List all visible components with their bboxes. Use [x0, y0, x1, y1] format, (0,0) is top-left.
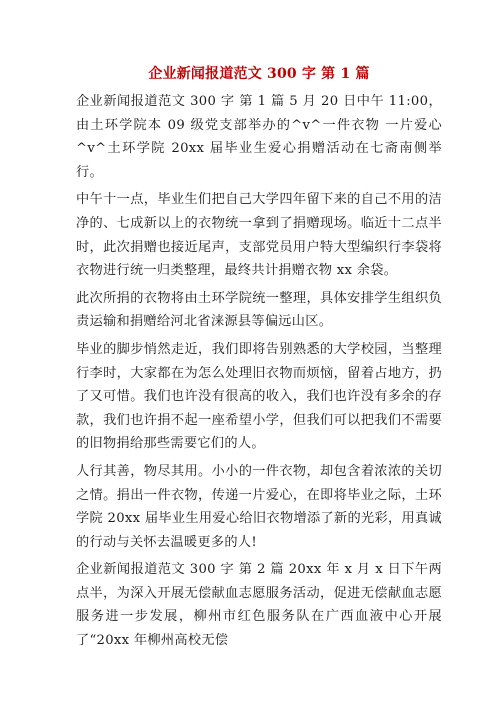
paragraph-5: 人行其善，物尽其用。小小的一件衣物，却包含着浓浓的关切之情。捐出一件衣物，传递一片爱心，在即将毕业之际，土环学院 20xx 届毕业生用爱心给旧衣物增添了新的光彩，用真诚的行动与关怀去温暖更多的人!: [76, 463, 442, 550]
paragraph-3: 此次所捐的衣物将由土环学院统一整理，具体安排学生组织负责运输和捐赠给河北省涞源县等偏远山区。: [76, 290, 442, 330]
document-title: 企业新闻报道范文 300 字 第 1 篇: [148, 66, 370, 82]
paragraph-1: 企业新闻报道范文 300 字 第 1 篇 5 月 20 日中午 11:00，由土环学院本 09 级党支部举办的^v^一件衣物 一片爱心^v^土环学院 20xx 届毕业生爱心捐赠活动在七斋南侧举行。: [76, 94, 442, 180]
paragraph-4: 毕业的脚步悄然走近，我们即将告别熟悉的大学校园，当整理行李时，大家都在为怎么处理旧衣物而烦恼，留着占地方，扔了又可惜。我们也许没有很高的收入，我们也许没有多余的存款，我们也许捐不起一座希望小学，但我们可以把我们不需要的旧物捐给那些需要它们的人。: [76, 341, 442, 452]
paragraph-2: 中午十一点，毕业生们把自己大学四年留下来的自己不用的洁净的、七成新以上的衣物统一拿到了捐赠现场。临近十二点半时，此次捐赠也接近尾声，支部党员用户特大型编织行李袋将衣物进行统一归类整理，最终共计捐赠衣物 xx 余袋。: [76, 192, 442, 279]
paragraph-6: 企业新闻报道范文 300 字 第 2 篇 20xx 年 x 月 x 日下午两点半，为深入开展无偿献血志愿服务活动，促进无偿献血志愿服务进一步发展，柳州市红色服务队在广西血液中心开展了“20xx 年柳州高校无偿: [76, 562, 442, 649]
